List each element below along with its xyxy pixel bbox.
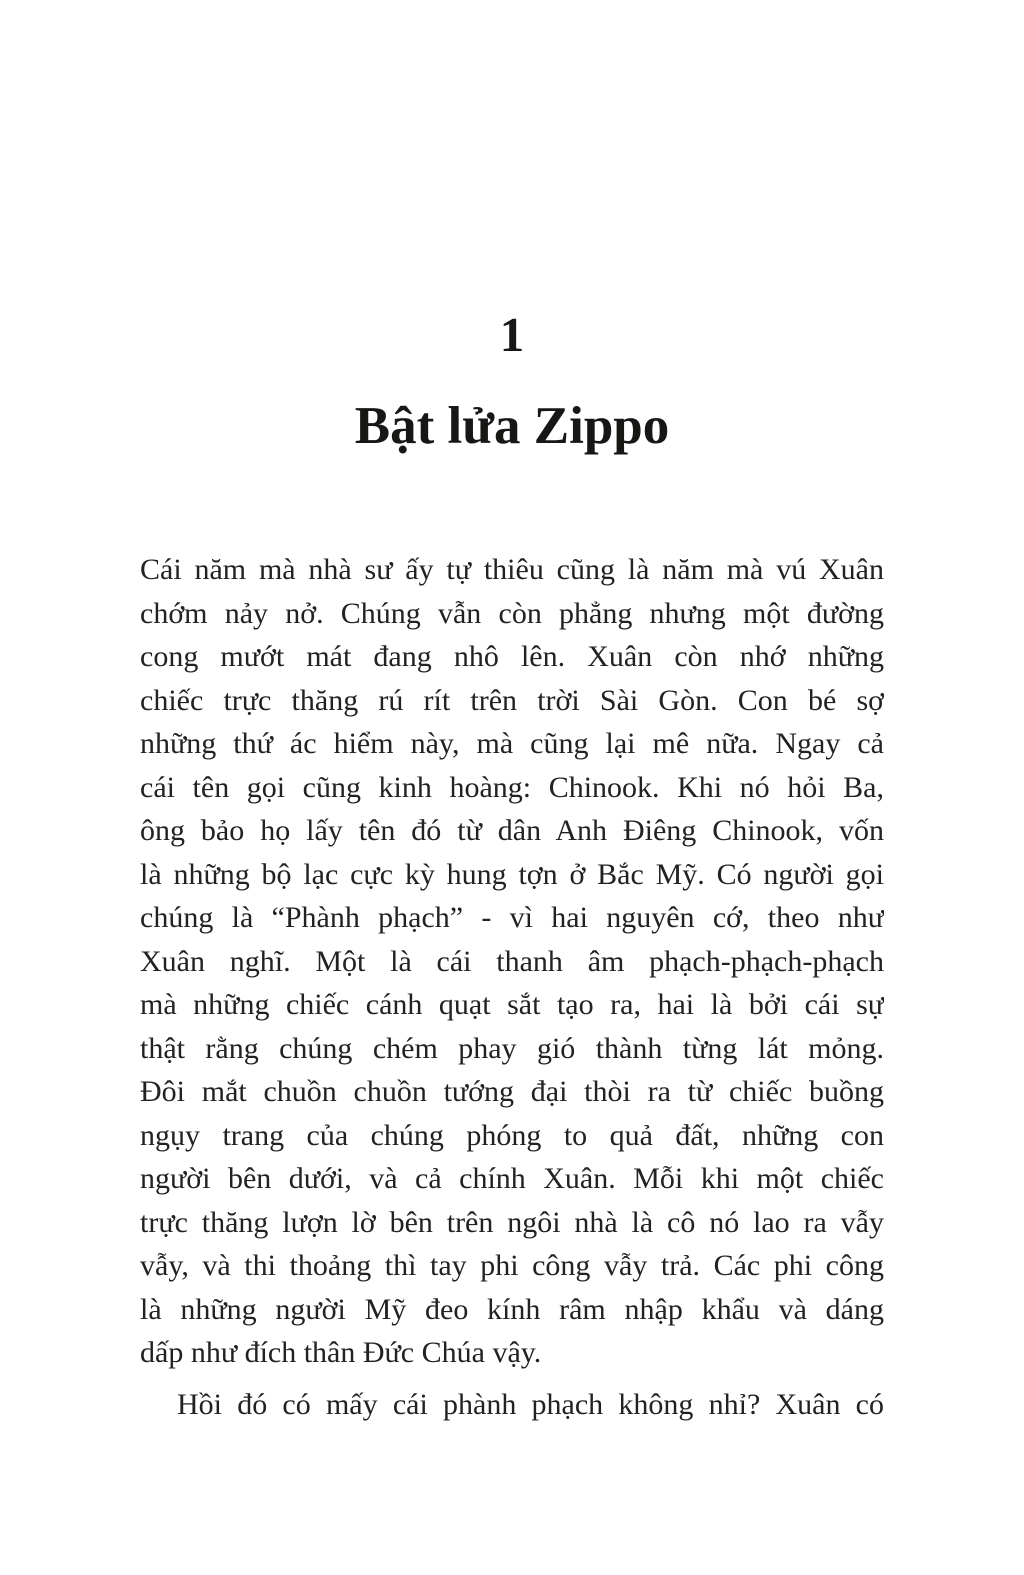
text-line: thật rằng chúng chém phay gió thành từng lát mỏng. (140, 1031, 884, 1065)
body-text (140, 548, 884, 1426)
text-line: mà những chiếc cánh quạt sắt tạo ra, hai là bởi cái sự (140, 988, 884, 1021)
chapter-title: Bật lửa Zippo (354, 397, 670, 455)
paragraph (140, 1383, 884, 1427)
text-line: cong mướt mát đang nhô lên. Xuân còn nhớ những (140, 640, 884, 673)
text-line: vẫy, và thi thoảng thì tay phi công vẫy trả. Các phi công (140, 1249, 884, 1282)
text-line: ngụy trang của chúng phóng to quả đất, những con (140, 1118, 884, 1152)
text-line: dấp như đích thân Đức Chúa vậy. (140, 1336, 542, 1369)
text-line: cái tên gọi cũng kinh hoàng: Chinook. Khi nó hỏi Ba, (140, 770, 884, 804)
text-line: những thứ ác hiểm này, mà cũng lại mê nữa. Ngay cả (140, 727, 884, 760)
text-line: trực thăng lượn lờ bên trên ngôi nhà là cô nó lao ra vẫy (140, 1205, 884, 1239)
paragraph (140, 548, 884, 1375)
text-line: người bên dưới, và cả chính Xuân. Mỗi khi một chiếc (140, 1162, 884, 1195)
text-line: chúng là “Phành phạch” - vì hai nguyên cớ, theo như (140, 901, 884, 934)
text-line: Hồi đó có mấy cái phành phạch không nhỉ? Xuân có (177, 1387, 884, 1421)
text-line: là những bộ lạc cực kỳ hung tợn ở Bắc Mỹ. Có người gọi (140, 857, 884, 891)
text-line: là những người Mỹ đeo kính râm nhập khẩu và dáng (140, 1292, 884, 1326)
text-line: Đôi mắt chuồn chuồn tướng đại thòi ra từ chiếc buồng (140, 1075, 884, 1108)
text-line: ông bảo họ lấy tên đó từ dân Anh Điêng Chinook, vốn (140, 814, 884, 847)
text-line: chớm nảy nở. Chúng vẫn còn phẳng nhưng một đường (140, 596, 884, 630)
chapter-number: 1 (499, 307, 525, 362)
text-line: Xuân nghĩ. Một là cái thanh âm phạch-phạch-phạch (140, 944, 884, 978)
text-line: Cái năm mà nhà sư ấy tự thiêu cũng là năm mà vú Xuân (140, 553, 884, 586)
text-line: chiếc trực thăng rú rít trên trời Sài Gòn. Con bé sợ (140, 683, 884, 717)
